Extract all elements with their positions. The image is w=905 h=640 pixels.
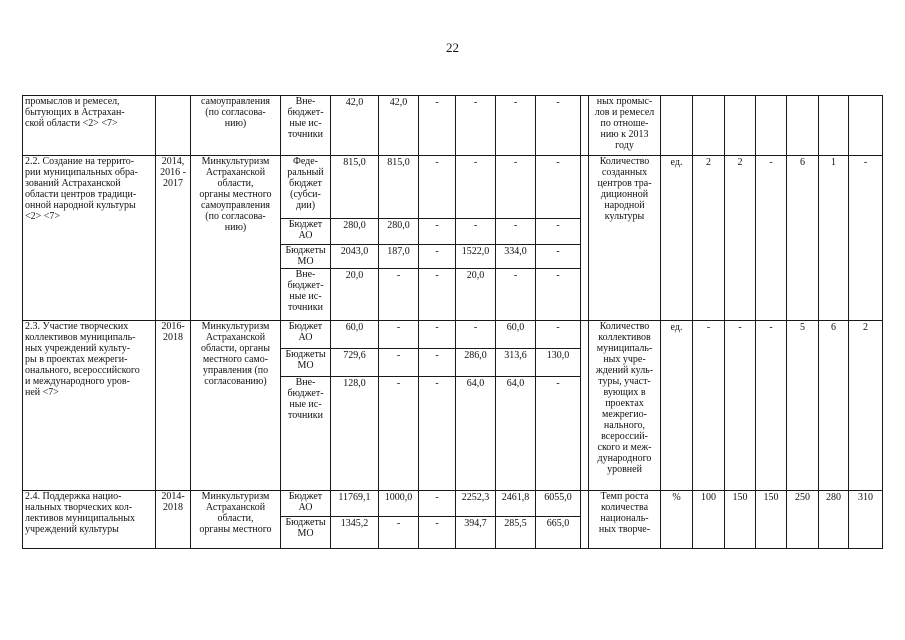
- indicator-cell: Темп роста количества националь- ных творче-: [589, 491, 661, 549]
- funding-value-cell: 42,0: [379, 96, 419, 156]
- target-value-cell: 150: [725, 491, 756, 549]
- funding-source-cell: Феде- ральный бюджет (субси- дии): [281, 156, 331, 219]
- separator-cell: [581, 491, 589, 549]
- target-value-cell: [819, 96, 849, 156]
- table-row: [23, 321, 883, 349]
- target-value-cell: 280: [819, 491, 849, 549]
- target-value-cell: [756, 96, 787, 156]
- executor-cell: Минкультуризм Астраханской области, органы местного самоуправления (по согласова- нию): [191, 156, 281, 321]
- target-value-cell: -: [756, 156, 787, 321]
- funding-value-cell: 280,0: [379, 219, 419, 245]
- funding-value-cell: -: [456, 96, 496, 156]
- funding-value-cell: -: [419, 321, 456, 349]
- funding-value-cell: 286,0: [456, 349, 496, 377]
- funding-value-cell: -: [419, 491, 456, 517]
- target-value-cell: 310: [849, 491, 883, 549]
- funding-value-cell: 1000,0: [379, 491, 419, 517]
- target-value-cell: -: [756, 321, 787, 491]
- funding-source-cell: Бюджеты МО: [281, 349, 331, 377]
- funding-value-cell: -: [379, 321, 419, 349]
- funding-value-cell: 815,0: [379, 156, 419, 219]
- unit-cell: ед.: [661, 321, 693, 491]
- funding-value-cell: 394,7: [456, 517, 496, 549]
- funding-value-cell: 729,6: [331, 349, 379, 377]
- funding-value-cell: -: [496, 96, 536, 156]
- funding-source-cell: Бюджет АО: [281, 321, 331, 349]
- funding-value-cell: -: [379, 377, 419, 491]
- indicator-cell: Количество коллективов муниципаль- ных учре- ждений куль- туры, участ- вующих в проектах межрегио- нального, всероссий- ского и меж- дународного уровней: [589, 321, 661, 491]
- funding-value-cell: 187,0: [379, 245, 419, 269]
- funding-value-cell: 334,0: [496, 245, 536, 269]
- target-value-cell: -: [693, 321, 725, 491]
- funding-value-cell: 130,0: [536, 349, 581, 377]
- executor-cell: Минкультуризм Астраханской области, органы местного само- управления (по согласованию): [191, 321, 281, 491]
- funding-source-cell: Бюджеты МО: [281, 517, 331, 549]
- unit-cell: ед.: [661, 156, 693, 321]
- funding-value-cell: -: [496, 269, 536, 321]
- funding-value-cell: 6055,0: [536, 491, 581, 517]
- funding-value-cell: -: [496, 219, 536, 245]
- target-value-cell: 2: [725, 156, 756, 321]
- funding-value-cell: -: [419, 377, 456, 491]
- funding-value-cell: -: [456, 156, 496, 219]
- separator-cell: [581, 321, 589, 491]
- years-cell: 2016- 2018: [156, 321, 191, 491]
- funding-source-cell: Вне- бюджет- ные ис- точники: [281, 269, 331, 321]
- executor-cell: Минкультуризм Астраханской области, органы местного: [191, 491, 281, 549]
- separator-cell: [581, 156, 589, 321]
- target-value-cell: -: [849, 156, 883, 321]
- target-value-cell: 150: [756, 491, 787, 549]
- funding-value-cell: 42,0: [331, 96, 379, 156]
- funding-value-cell: -: [536, 219, 581, 245]
- funding-value-cell: -: [456, 321, 496, 349]
- years-cell: 2014- 2018: [156, 491, 191, 549]
- funding-source-cell: Вне- бюджет- ные ис- точники: [281, 96, 331, 156]
- measure-cell: 2.2. Создание на террито- рии муниципальных обра- зований Астраханской области центров традици- онной народной культуры <2> <7>: [23, 156, 156, 321]
- funding-value-cell: -: [419, 96, 456, 156]
- target-value-cell: 1: [819, 156, 849, 321]
- funding-value-cell: 11769,1: [331, 491, 379, 517]
- funding-value-cell: 1345,2: [331, 517, 379, 549]
- table-row: [23, 491, 883, 517]
- target-value-cell: 5: [787, 321, 819, 491]
- funding-value-cell: 128,0: [331, 377, 379, 491]
- funding-value-cell: 60,0: [496, 321, 536, 349]
- funding-value-cell: 2461,8: [496, 491, 536, 517]
- indicator-cell: ных промыс- лов и ремесел по отноше- нию к 2013 году: [589, 96, 661, 156]
- funding-value-cell: -: [419, 156, 456, 219]
- measure-cell: 2.4. Поддержка нацио- нальных творческих кол- лективов муниципальных учреждений культуры: [23, 491, 156, 549]
- unit-cell: [661, 96, 693, 156]
- funding-value-cell: 2252,3: [456, 491, 496, 517]
- funding-value-cell: -: [419, 245, 456, 269]
- years-cell: 2014, 2016 - 2017: [156, 156, 191, 321]
- years-cell: [156, 96, 191, 156]
- funding-value-cell: 20,0: [456, 269, 496, 321]
- funding-value-cell: -: [536, 321, 581, 349]
- table-row: [23, 96, 883, 156]
- executor-cell: самоуправления (по согласова- нию): [191, 96, 281, 156]
- funding-value-cell: 815,0: [331, 156, 379, 219]
- funding-table: [22, 95, 883, 549]
- unit-cell: %: [661, 491, 693, 549]
- funding-value-cell: -: [536, 156, 581, 219]
- funding-value-cell: -: [379, 269, 419, 321]
- funding-source-cell: Бюджет АО: [281, 219, 331, 245]
- target-value-cell: 2: [693, 156, 725, 321]
- funding-value-cell: 20,0: [331, 269, 379, 321]
- funding-value-cell: -: [419, 517, 456, 549]
- funding-source-cell: Бюджеты МО: [281, 245, 331, 269]
- funding-value-cell: -: [419, 269, 456, 321]
- measure-cell: 2.3. Участие творческих коллективов муниципаль- ных учреждений культу- ры в проектах межреги- онального, всероссийского и международного уров- ней <7>: [23, 321, 156, 491]
- funding-source-cell: Бюджет АО: [281, 491, 331, 517]
- funding-value-cell: -: [419, 349, 456, 377]
- indicator-cell: Количество созданных центров тра- диционной народной культуры: [589, 156, 661, 321]
- target-value-cell: [725, 96, 756, 156]
- funding-value-cell: -: [379, 517, 419, 549]
- funding-value-cell: -: [536, 245, 581, 269]
- funding-value-cell: 60,0: [331, 321, 379, 349]
- target-value-cell: [787, 96, 819, 156]
- funding-value-cell: -: [419, 219, 456, 245]
- funding-value-cell: -: [379, 349, 419, 377]
- table-row: [23, 156, 883, 219]
- funding-value-cell: -: [536, 96, 581, 156]
- target-value-cell: 2: [849, 321, 883, 491]
- funding-value-cell: 64,0: [456, 377, 496, 491]
- funding-value-cell: 2043,0: [331, 245, 379, 269]
- funding-value-cell: 313,6: [496, 349, 536, 377]
- funding-value-cell: -: [536, 377, 581, 491]
- target-value-cell: -: [725, 321, 756, 491]
- target-value-cell: 250: [787, 491, 819, 549]
- target-value-cell: 6: [819, 321, 849, 491]
- funding-value-cell: 665,0: [536, 517, 581, 549]
- target-value-cell: [693, 96, 725, 156]
- funding-source-cell: Вне- бюджет- ные ис- точники: [281, 377, 331, 491]
- funding-value-cell: -: [456, 219, 496, 245]
- target-value-cell: 100: [693, 491, 725, 549]
- measure-cell: промыслов и ремесел, бытующих в Астрахан- ской области <2> <7>: [23, 96, 156, 156]
- funding-value-cell: 1522,0: [456, 245, 496, 269]
- page-number: 22: [446, 40, 459, 55]
- separator-cell: [581, 96, 589, 156]
- funding-value-cell: -: [496, 156, 536, 219]
- funding-value-cell: -: [536, 269, 581, 321]
- target-value-cell: [849, 96, 883, 156]
- target-value-cell: 6: [787, 156, 819, 321]
- funding-value-cell: 285,5: [496, 517, 536, 549]
- funding-value-cell: 280,0: [331, 219, 379, 245]
- funding-value-cell: 64,0: [496, 377, 536, 491]
